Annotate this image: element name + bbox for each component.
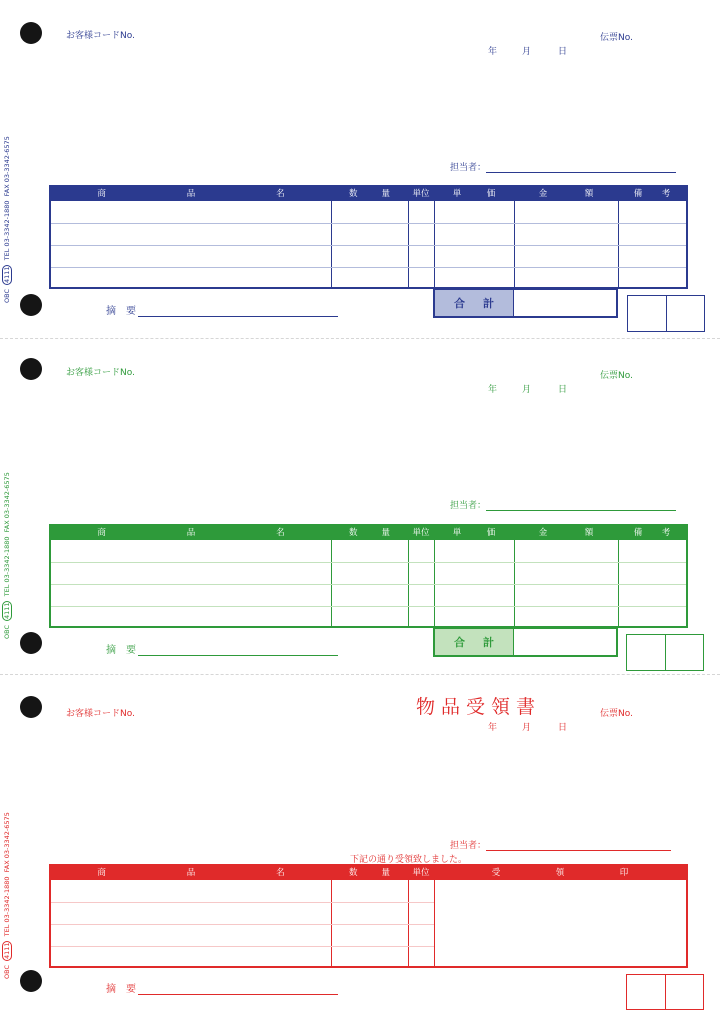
maker-text: OBC <box>3 625 11 640</box>
header-receipt-seal: 受 領 印 <box>491 868 629 878</box>
header-unit: 単位 <box>412 528 430 538</box>
staff-underline <box>486 850 671 851</box>
header-remarks: 備 考 <box>633 189 671 199</box>
header-amount: 金 額 <box>538 528 594 538</box>
month-label: 月 <box>522 47 532 57</box>
punch-hole <box>20 632 42 654</box>
approval-stamp-box <box>626 974 704 1010</box>
approval-stamp-box <box>627 295 705 332</box>
item-table <box>49 864 688 968</box>
document-title: 物品受領書 <box>416 696 542 718</box>
form-code: 4111 <box>3 942 11 960</box>
staff-label: 担当者： <box>450 841 487 851</box>
staff-label: 担当者： <box>450 501 487 511</box>
day-label: 日 <box>558 723 568 733</box>
month-label: 月 <box>522 723 532 733</box>
approval-stamp-box <box>626 634 704 671</box>
summary-label: 摘 要 <box>106 984 136 995</box>
punch-hole <box>20 358 42 380</box>
summary-underline <box>138 655 338 656</box>
side-print <box>0 130 14 310</box>
slip-section-blue <box>0 0 720 336</box>
side-print <box>0 806 14 986</box>
summary-label: 摘 要 <box>106 306 136 317</box>
header-quantity: 数 量 <box>348 528 390 538</box>
header-product-name: 商 品 名 <box>97 528 285 538</box>
header-quantity: 数 量 <box>348 868 390 878</box>
total-box <box>433 288 618 318</box>
total-box <box>433 627 618 657</box>
tel-text: TEL 03-3342-1880 <box>3 536 11 597</box>
maker-text: OBC <box>3 965 11 980</box>
staff-label: 担当者： <box>450 163 487 173</box>
tel-text: TEL 03-3342-1880 <box>3 876 11 937</box>
punch-hole <box>20 294 42 316</box>
summary-underline <box>138 316 338 317</box>
staff-underline <box>486 172 676 173</box>
punch-hole <box>20 696 42 718</box>
header-remarks: 備 考 <box>633 528 671 538</box>
item-table <box>49 185 688 289</box>
total-label: 合 計 <box>435 629 513 655</box>
fax-text: FAX 03-3342-6575 <box>3 812 11 873</box>
year-label: 年 <box>488 47 498 57</box>
summary-underline <box>138 994 338 995</box>
slip-section-red <box>0 672 720 1012</box>
year-label: 年 <box>488 723 498 733</box>
year-label: 年 <box>488 385 498 395</box>
form-code: 4111 <box>3 602 11 620</box>
slip-no-label: 伝票No. <box>600 33 633 43</box>
customer-code-label: お客様コードNo. <box>66 368 135 378</box>
day-label: 日 <box>558 385 568 395</box>
maker-text: OBC <box>3 289 11 304</box>
summary-label: 摘 要 <box>106 645 136 656</box>
header-unit: 単位 <box>412 868 430 878</box>
slip-no-label: 伝票No. <box>600 709 633 719</box>
header-amount: 金 額 <box>538 189 594 199</box>
customer-code-label: お客様コードNo. <box>66 31 135 41</box>
form-code: 4111 <box>3 266 11 284</box>
punch-hole <box>20 970 42 992</box>
fax-text: FAX 03-3342-6575 <box>3 472 11 533</box>
tel-text: TEL 03-3342-1880 <box>3 200 11 261</box>
receipt-note: 下記の通り受領致しました。 <box>350 855 468 865</box>
header-quantity: 数 量 <box>348 189 390 199</box>
header-product-name: 商 品 名 <box>97 868 285 878</box>
total-label: 合 計 <box>435 290 513 316</box>
day-label: 日 <box>558 47 568 57</box>
header-unit: 単位 <box>412 189 430 199</box>
month-label: 月 <box>522 385 532 395</box>
header-unit-price: 単 価 <box>452 189 496 199</box>
item-table <box>49 524 688 628</box>
punch-hole <box>20 22 42 44</box>
side-print <box>0 466 14 646</box>
slip-no-label: 伝票No. <box>600 371 633 381</box>
header-product-name: 商 品 名 <box>97 189 285 199</box>
header-unit-price: 単 価 <box>452 528 496 538</box>
staff-underline <box>486 510 676 511</box>
fax-text: FAX 03-3342-6575 <box>3 136 11 197</box>
customer-code-label: お客様コードNo. <box>66 709 135 719</box>
slip-section-green <box>0 336 720 672</box>
